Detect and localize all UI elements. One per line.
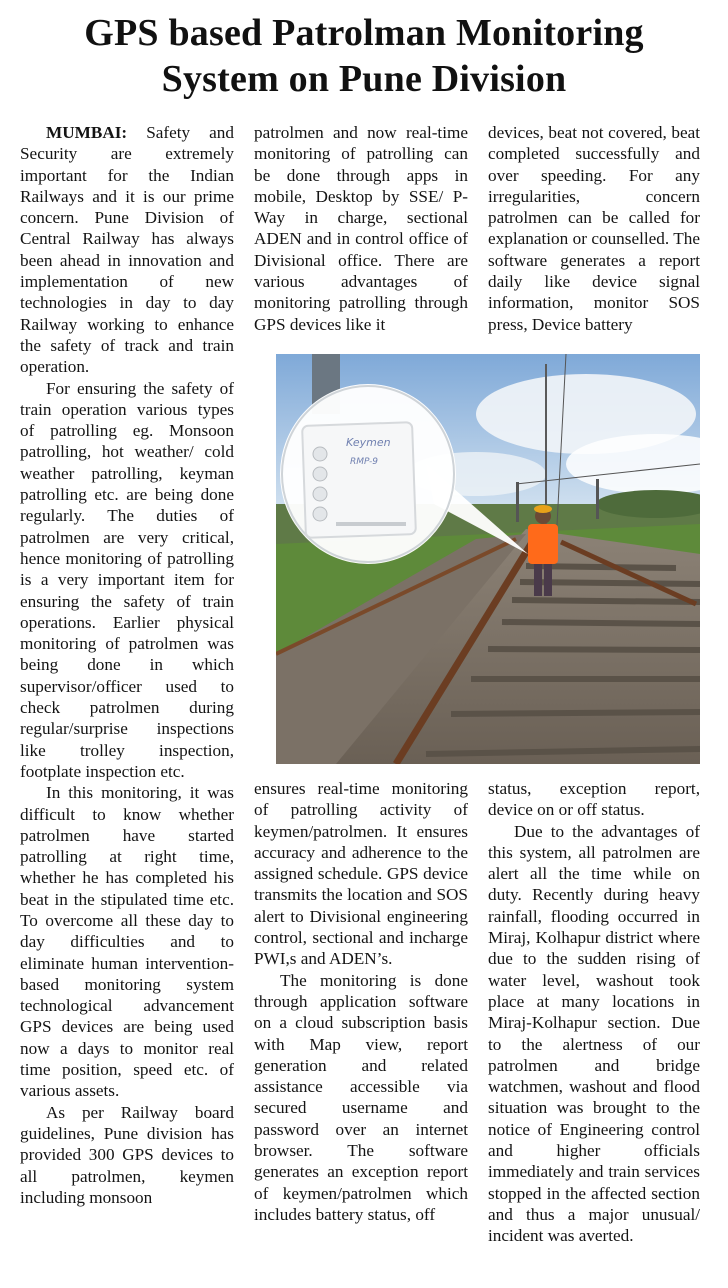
article-paragraph: As per Railway board guidelines, Pune division has provided 300 GPS devices to all patrolmen, keymen including monsoon: [20, 1102, 234, 1207]
headline: [0, 10, 728, 102]
device-label-line-1: Keymen: [346, 436, 391, 449]
article-column-1: [20, 122, 234, 1282]
article-column-3-top: [488, 122, 700, 338]
article-paragraph: Due to the advantages of this system, all patrolmen are alert all the time while on duty. Recently during heavy rainfall, flooding occurred in Miraj, Kolhapur district where due to the sudden rising of water level, washout took place at many locations in Miraj-Kolhapur section. Due to the alertness of our patrolmen and bridge watchmen, washout and flood situation was brought to the notice of Engineering control and higher officials immediately and train services stopped in the affected section and thus a major unusual/ incident was averted.: [488, 821, 700, 1246]
article-paragraph: For ensuring the safety of train operation various types of patrolling eg. Monsoon patrolling, hot weather/ cold weather patrolling, keyman patrolling etc. are being done regularly. The duties of patrolmen are very critical, hence monitoring of patrolling is a very important item for ensuring the safety of train operations. Earlier physical monitoring of patrolmen was being done in which supervisor/officer used to check patrolmen during regular/surprise inspections like trolley inspection, footplate inspection etc.: [20, 378, 234, 781]
device-label-line-2: RMP-9: [350, 457, 378, 467]
railway-track-photo: [276, 354, 700, 764]
article-column-2-bottom: [254, 778, 468, 1278]
article-column-3-bottom: [488, 778, 700, 1278]
article-paragraph: [20, 122, 234, 378]
article-paragraph: The monitoring is done through application software on a cloud subscription basis with Map view, report generation and related assistance accessible via secured username and password over an internet browser. The software generates an exception report of keymen/patrolmen which includes battery status, off: [254, 970, 468, 1224]
dateline: MUMBAI:: [46, 123, 128, 142]
article-paragraph: In this monitoring, it was difficult to know whether patrolmen have started patrolling at right time, whether he has completed his beat in the stipulated time etc. To overcome all these day to day difficulties and to eliminate human intervention-based monitoring system technological advancement GPS devices are being used now a days to monitor real time position, speed etc. of various assets.: [20, 783, 234, 1101]
headline-line-2: System on Pune Division: [161, 58, 567, 100]
article-paragraph: ensures real-time monitoring of patrolling activity of keymen/patrolmen. It ensures accuracy and adherence to the assigned schedule. GPS device transmits the location and SOS alert to Divisional engineering control, sectional and incharge PWI,s and ADEN’s.: [254, 779, 468, 969]
paragraph-text: Safety and Security are extremely important for the Indian Railways and it is our prime concern. Pune Division of Central Railway has always been ahead in innovation and implementation of new technologies in day to day Railway working to enhance the safety of track and train operation.: [20, 123, 234, 377]
article-column-2-top: [254, 122, 468, 338]
article-paragraph: devices, beat not covered, beat completed successfully and over speeding. For any irregularities, concern patrolmen can be called for explanation or counselled. The software generates a report daily like device signal information, monitor SOS press, Device battery: [488, 123, 700, 334]
article-photo: [276, 354, 700, 764]
article-paragraph: status, exception report, device on or off status.: [488, 779, 700, 820]
article-paragraph: patrolmen and now real-time monitoring of patrolling can be done through apps in mobile, Desktop by SSE/ P-Way in charge, sectional ADEN and in control office of Divisional office. There are various advantages of monitoring patrolling through GPS devices like it: [254, 123, 468, 334]
headline-line-1: GPS based Patrolman Monitoring: [84, 12, 644, 54]
